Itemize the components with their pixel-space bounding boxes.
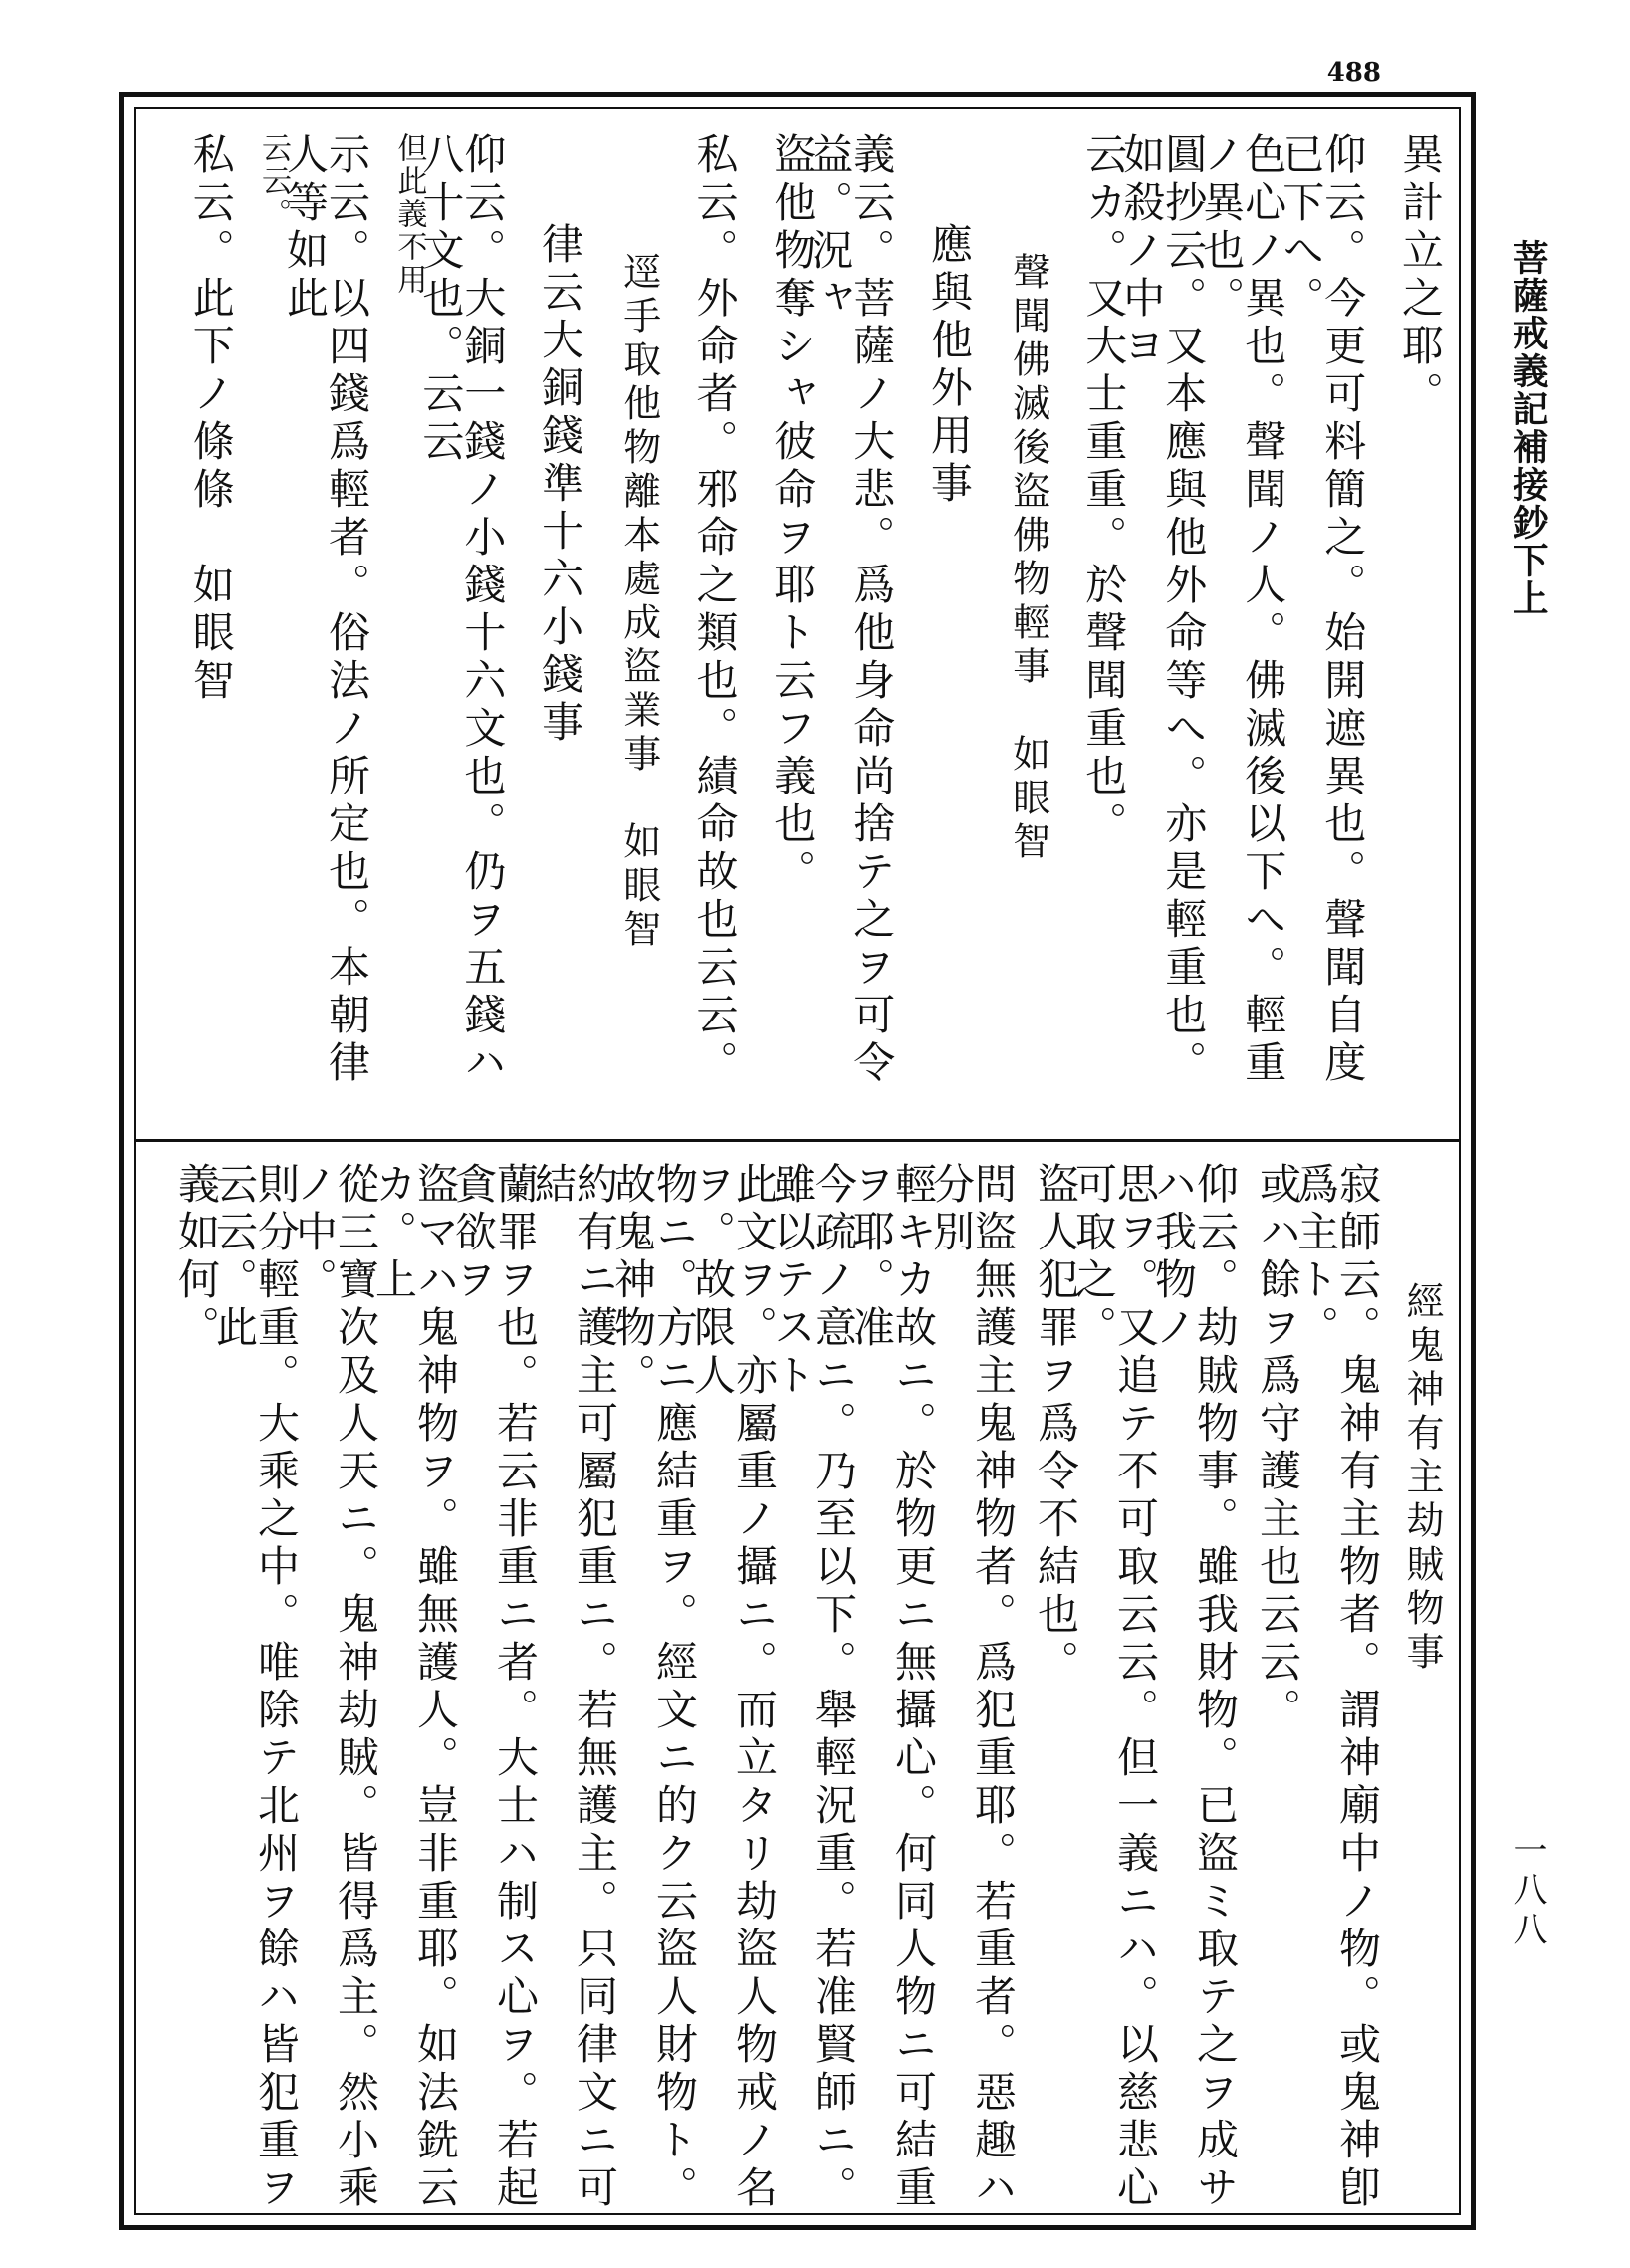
upper-text-column: 仰云。大銅一錢ノ小錢十六文也。仍ヲ五錢ハ八十文也。云云 — [416, 132, 508, 1088]
lower-text-column: 今疏ノ意ニ。乃至以下。舉輕況重。若准賢師ニ。雖以テスト — [768, 1162, 858, 2213]
upper-text-column: 示云。以四錢爲輕者。俗法ノ所定也。本朝律人等如此 — [281, 132, 372, 1088]
upper-text-column: 仰云。今更可料簡之。始開遮異也。聲聞自度已下へ。 — [1277, 132, 1368, 1088]
upper-text-column: 律云大銅錢準十六小錢事 — [536, 222, 585, 748]
lower-text-column: 輕キカ故ニ。於物更ニ無攝心。何同人物ニ可結重ヲ耶。准 — [847, 1162, 938, 2213]
upper-text-column: 義云。菩薩ノ大悲。爲他身命尚捨テ之ヲ可令益。況ャ — [806, 132, 897, 1088]
upper-text-column: 私云。此下ノ條條 如眼智 — [186, 132, 236, 706]
lower-text-column: 盜マハ鬼神物ヲ。雖無護人。豈非重耶。如法銑云カ。上 — [369, 1162, 460, 2213]
upper-text-column: 色心ノ異也。聲聞ノ人。佛滅後以下へ。輕重ノ異也。 — [1197, 132, 1288, 1088]
lower-text-column: 或ハ餘ヲ爲守護主也云云。 — [1254, 1162, 1302, 1735]
lower-text-block — [154, 1162, 1444, 2217]
lower-text-column: 問盜無護主鬼神物者。爲犯重耶。若重者。惡趣ハ分別 — [927, 1162, 1018, 2213]
lower-text-column: 經鬼神有主劫賊物事 — [1400, 1281, 1444, 1676]
lower-text-column: 義如何。 — [172, 1162, 221, 1353]
lower-text-column: 思ヲ。又追テ不可取云云。但一義ニハ。以慈悲心可取之。 — [1069, 1162, 1160, 2213]
page-number: 488 — [1326, 58, 1381, 88]
upper-text-column: 云カ。又大士重重。於聲聞重也。 — [1079, 132, 1129, 849]
upper-text-block — [154, 132, 1445, 1128]
lower-text-column: 仰云。劫賊物事。雖我財物。已盜ミ取テ之ヲ成サハ我物ノ — [1149, 1162, 1240, 2213]
upper-text-column: 逕手取他物離本處成盜業事 如眼智 — [616, 252, 661, 953]
lower-text-column: 此文ヲ。亦屬重ノ攝ニ。而立タリ劫盜人物戒ノ名ヲ。故限人 — [688, 1162, 779, 2213]
section-divider — [136, 1139, 1459, 1142]
lower-text-column: 約有ニ護主可屬犯重ニ。若無護主。只同律文ニ可結 — [529, 1162, 619, 2213]
running-title: 菩薩戒義記補接鈔下上 — [1508, 239, 1549, 617]
upper-text-column: 云云。 — [256, 132, 292, 231]
upper-text-column: 應與他外用事 — [924, 222, 974, 509]
lower-text-column: 則分輕重。大乘之中。唯除テ北州ヲ餘ハ皆犯重ヲ云云。此 — [210, 1162, 301, 2213]
lower-text-column: 物ニ。方ニ應結重ヲ。經文ニ的ク云盜人財物ト。故鬼神物。 — [608, 1162, 699, 2213]
upper-text-column: 異計立之耶。 — [1396, 132, 1445, 419]
upper-text-column: 盜他物奪シャ彼命ヲ耶ト云フ義也。 — [768, 132, 817, 897]
page-frame — [119, 92, 1476, 2230]
lower-text-column: 盜人犯罪ヲ爲令不結也。 — [1032, 1162, 1080, 1688]
lower-text-column: 寂師云。鬼神有主物者。謂神廟中ノ物。或鬼神卽爲主ト。 — [1291, 1162, 1382, 2213]
inner-frame — [134, 107, 1461, 2215]
upper-text-column: 私云。外命者。邪命之類也。績命故也云云。 — [690, 132, 740, 1088]
lower-text-column: 蘭罪ヲ也。若云非重ニ者。大士ハ制ス心ヲ。若起貪欲ヲ — [449, 1162, 540, 2213]
lower-text-column: 從三寶次及人天ニ。鬼神劫賊。皆得爲主。然小乘ノ中。 — [290, 1162, 380, 2213]
upper-text-column: 圓抄云。又本應與他外命等へ。亦是輕重也。如殺ノ中ヨ — [1117, 132, 1209, 1088]
folio-number: 一八八 — [1508, 1832, 1547, 1951]
upper-text-column: 但此義不用 — [391, 132, 427, 297]
upper-text-column: 聲聞佛滅後盜佛物輕事 如眼智 — [1006, 252, 1050, 865]
